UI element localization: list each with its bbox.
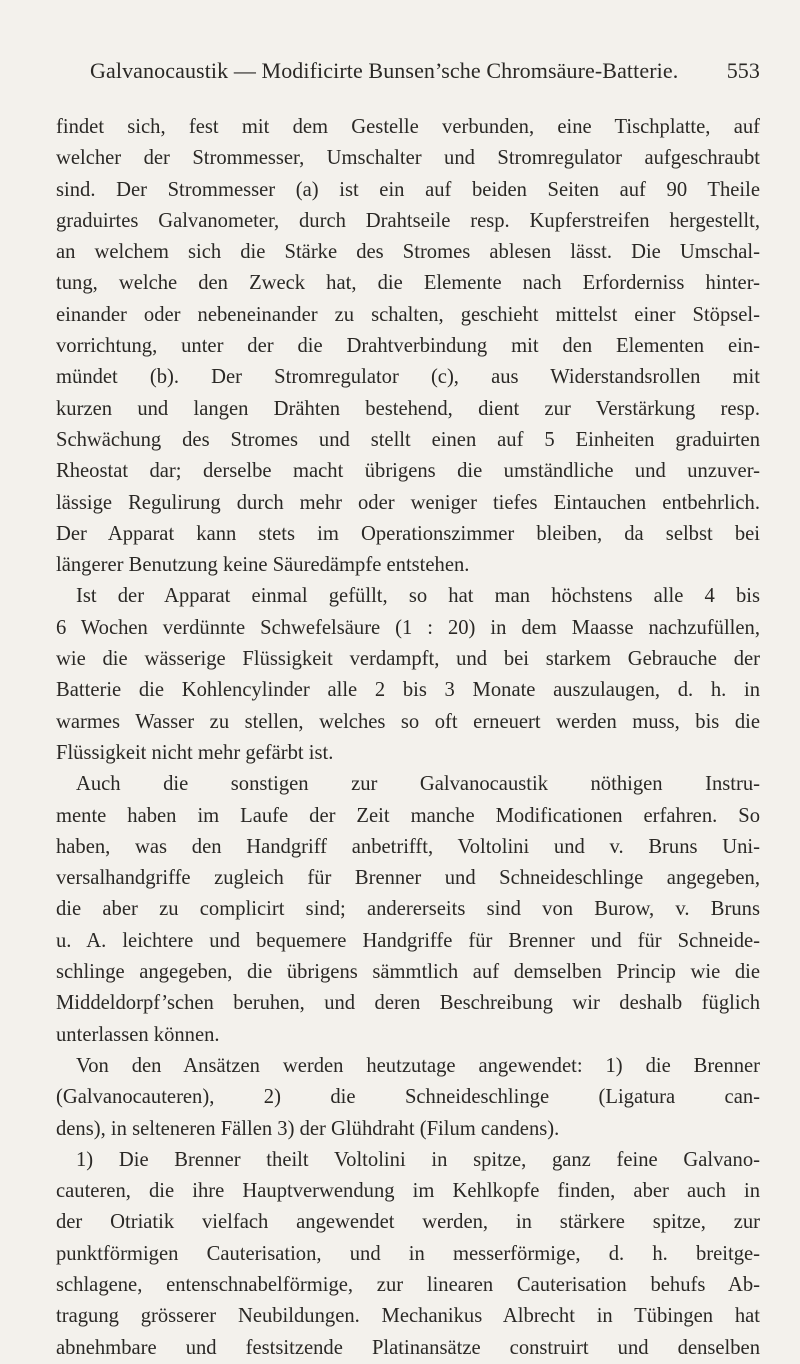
text-line: haben, was den Handgriff anbetrifft, Voltolini und v. Bruns Uni- <box>56 835 760 858</box>
text-line: Schwächung des Stromes und stellt einen auf 5 Einheiten graduirten <box>56 428 760 451</box>
text-line: sind. Der Strommesser (a) ist ein auf beiden Seiten auf 90 Theile <box>56 178 760 201</box>
paragraph-maintenance <box>56 581 760 769</box>
text-line: u. A. leichtere und bequemere Handgriffe für Brenner und für Schneide- <box>56 929 760 952</box>
text-line: punktförmigen Cauterisation, und in messerförmige, d. h. breitge- <box>56 1242 760 1265</box>
text-line: schlinge angegeben, die übrigens sämmtlich auf demselben Princip wie die <box>56 961 760 984</box>
text-line: Ist der Apparat einmal gefüllt, so hat man höchstens alle 4 bis <box>76 585 760 608</box>
text-line: kurzen und langen Drähten bestehend, dient zur Verstärkung resp. <box>56 397 760 420</box>
text-line: cauteren, die ihre Hauptverwendung im Kehlkopfe finden, aber auch in <box>56 1180 760 1203</box>
paragraph-brenner <box>56 1145 760 1364</box>
text-line: vorrichtung, unter der die Drahtverbindung mit den Elementen ein- <box>56 335 760 358</box>
text-line: Flüssigkeit nicht mehr gefärbt ist. <box>56 741 334 764</box>
text-line: Batterie die Kohlencylinder alle 2 bis 3 Monate auszulaugen, d. h. in <box>56 679 760 702</box>
text-line: abnehmbare und festsitzende Platinansätze construirt und denselben <box>56 1336 760 1359</box>
text-line: unterlassen können. <box>56 1023 220 1046</box>
text-line: 1) Die Brenner theilt Voltolini in spitze, ganz feine Galvano- <box>76 1148 760 1171</box>
text-line: lässige Regulirung durch mehr oder weniger tiefes Eintauchen entbehrlich. <box>56 491 760 514</box>
text-line: Der Apparat kann stets im Operationszimmer bleiben, da selbst bei <box>56 522 760 545</box>
page-number: 553 <box>726 58 760 83</box>
text-line: 6 Wochen verdünnte Schwefelsäure (1 : 20) in dem Maasse nachzufüllen, <box>56 616 760 639</box>
text-line: an welchem sich die Stärke des Stromes ablesen lässt. Die Umschal- <box>56 241 760 264</box>
text-line: Auch die sonstigen zur Galvanocaustik nöthigen Instru- <box>76 773 760 796</box>
text-line: versalhandgriffe zugleich für Brenner und Schneideschlinge angegeben, <box>56 867 760 890</box>
paragraph-instruments <box>56 769 760 1051</box>
text-line: Rheostat dar; derselbe macht übrigens die umständliche und unzuver- <box>56 460 760 483</box>
text-line: tung, welche den Zweck hat, die Elemente nach Erforderniss hinter- <box>56 272 760 295</box>
text-line: mente haben im Laufe der Zeit manche Modificationen erfahren. So <box>56 804 760 827</box>
paragraph-apparatus-description <box>56 112 760 581</box>
text-line: die aber zu complicirt sind; andererseits sind von Burow, v. Bruns <box>56 898 760 921</box>
text-line: dens), in selteneren Fällen 3) der Glühdraht (Filum candens). <box>56 1117 560 1140</box>
text-line: findet sich, fest mit dem Gestelle verbunden, eine Tischplatte, auf <box>56 116 760 138</box>
text-line: längerer Benutzung keine Säuredämpfe entstehen. <box>56 554 470 577</box>
text-line: mündet (b). Der Stromregulator (c), aus Widerstandsrollen mit <box>56 366 760 389</box>
text-line: der Otriatik vielfach angewendet werden, in stärkere spitze, zur <box>56 1211 760 1234</box>
text-line: schlagene, entenschnabelförmige, zur linearen Cauterisation behufs Ab- <box>56 1273 760 1296</box>
paragraph-attachments <box>56 1051 760 1145</box>
text-line: Middeldorpf’schen beruhen, und deren Beschreibung wir deshalb füglich <box>56 992 760 1015</box>
text-line: (Galvanocauteren), 2) die Schneideschlinge (Ligatura can- <box>56 1086 760 1109</box>
body-text <box>56 112 760 1364</box>
text-line: wie die wässerige Flüssigkeit verdampft, und bei starkem Gebrauche der <box>56 648 760 671</box>
text-line: Von den Ansätzen werden heutzutage angewendet: 1) die Brenner <box>76 1054 760 1077</box>
text-line: graduirtes Galvanometer, durch Drahtseile resp. Kupferstreifen hergestellt, <box>56 209 760 232</box>
text-line: welcher der Strommesser, Umschalter und Stromregulator aufgeschraubt <box>56 147 760 170</box>
running-head-title: Galvanocaustik — Modificirte Bunsen’sche Chromsäure-Batterie. <box>90 58 679 83</box>
text-line: warmes Wasser zu stellen, welches so oft erneuert werden muss, bis die <box>56 710 760 733</box>
text-line: einander oder nebeneinander zu schalten, geschieht mittelst einer Stöpsel- <box>56 303 760 326</box>
running-head <box>56 58 760 92</box>
text-line: tragung grösserer Neubildungen. Mechanikus Albrecht in Tübingen hat <box>56 1305 760 1328</box>
